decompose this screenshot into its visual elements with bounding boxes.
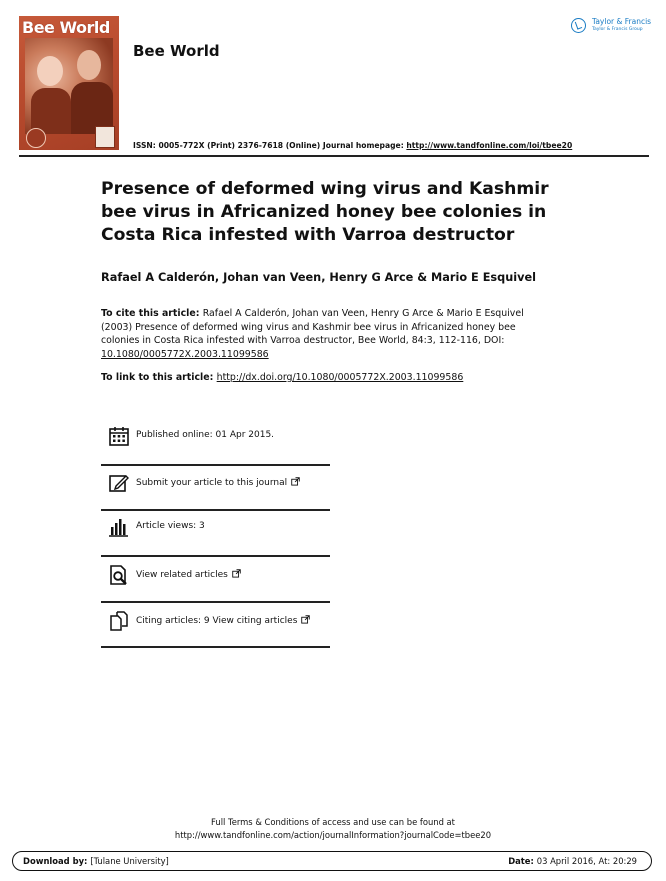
submit-article-link[interactable]: Submit your article to this journal <box>136 477 300 488</box>
date-value: 03 April 2016, At: 20:29 <box>536 856 637 866</box>
article-doi-link[interactable]: http://dx.doi.org/10.1080/0005772X.2003.11099586 <box>216 372 464 383</box>
terms-block <box>0 816 666 841</box>
publisher-name: Taylor & Francis <box>592 17 652 26</box>
download-date <box>508 856 637 866</box>
calendar-icon <box>108 425 130 447</box>
info-divider <box>101 646 330 648</box>
cite-label: To cite this article: <box>101 308 203 319</box>
search-document-icon <box>108 564 130 586</box>
article-authors: Rafael A Calderón, Johan van Veen, Henry G Arce & Mario E Esquivel <box>101 271 537 284</box>
link-line <box>101 372 463 383</box>
download-label: Download by: <box>23 856 91 866</box>
info-citing-articles[interactable] <box>101 610 330 650</box>
cover-logo-icon <box>95 126 115 148</box>
info-related-articles[interactable] <box>101 564 330 604</box>
info-divider <box>101 555 330 557</box>
article-views-text: Article views: 3 <box>136 521 205 531</box>
download-value: [Tulane University] <box>90 856 169 866</box>
date-label: Date: <box>508 856 537 866</box>
related-articles-link[interactable]: View related articles <box>136 569 241 580</box>
external-link-icon <box>301 615 310 624</box>
terms-line: Full Terms & Conditions of access and use can be found at <box>211 817 455 827</box>
citing-articles-link[interactable]: Citing articles: 9 View citing articles <box>136 615 310 626</box>
publisher-logo-icon <box>571 18 586 33</box>
info-divider <box>101 464 330 466</box>
info-divider <box>101 601 330 603</box>
copy-document-icon <box>108 610 130 632</box>
publisher-logo <box>571 17 651 37</box>
citation-block <box>101 307 551 362</box>
edit-icon <box>108 472 130 494</box>
bar-chart-icon <box>108 516 130 538</box>
journal-homepage-link[interactable]: http://www.tandfonline.com/loi/tbee20 <box>406 141 573 150</box>
external-link-icon <box>232 569 241 578</box>
info-published-online <box>101 425 330 465</box>
issn-line <box>133 141 572 150</box>
published-online-text: Published online: 01 Apr 2015. <box>136 430 275 440</box>
cover-seal-icon <box>26 128 46 148</box>
journal-cover-image <box>19 16 119 150</box>
terms-url-link[interactable]: http://www.tandfonline.com/action/journalInformation?journalCode=tbee20 <box>174 829 492 840</box>
info-submit-article[interactable] <box>101 472 330 512</box>
info-article-views <box>101 516 330 556</box>
cite-text: Rafael A Calderón, Johan van Veen, Henry G Arce & Mario E Esquivel (2003) Presence of deformed wing virus and Kashmir bee virus in Africanized honey bee colonies in Costa Rica infested with Varroa destructor, Bee World, 84:3, 112-116, DOI: <box>101 308 524 347</box>
issn-text: ISSN: 0005-772X (Print) 2376-7618 (Online) Journal homepage: <box>133 141 407 150</box>
download-info-bar <box>12 851 652 871</box>
publisher-subname: Taylor & Francis Group <box>592 27 643 32</box>
journal-title: Bee World <box>133 42 220 60</box>
info-divider <box>101 509 330 511</box>
download-by <box>23 856 169 866</box>
cover-photo <box>25 38 113 134</box>
cite-doi-link[interactable]: 10.1080/0005772X.2003.11099586 <box>101 349 269 361</box>
cover-masthead: Bee World <box>22 18 110 37</box>
external-link-icon <box>291 477 300 486</box>
link-label: To link to this article: <box>101 372 217 383</box>
article-title: Presence of deformed wing virus and Kashmir bee virus in Africanized honey bee colonies in Costa Rica infested with Varroa destructor <box>101 179 549 245</box>
header-divider <box>19 155 649 157</box>
